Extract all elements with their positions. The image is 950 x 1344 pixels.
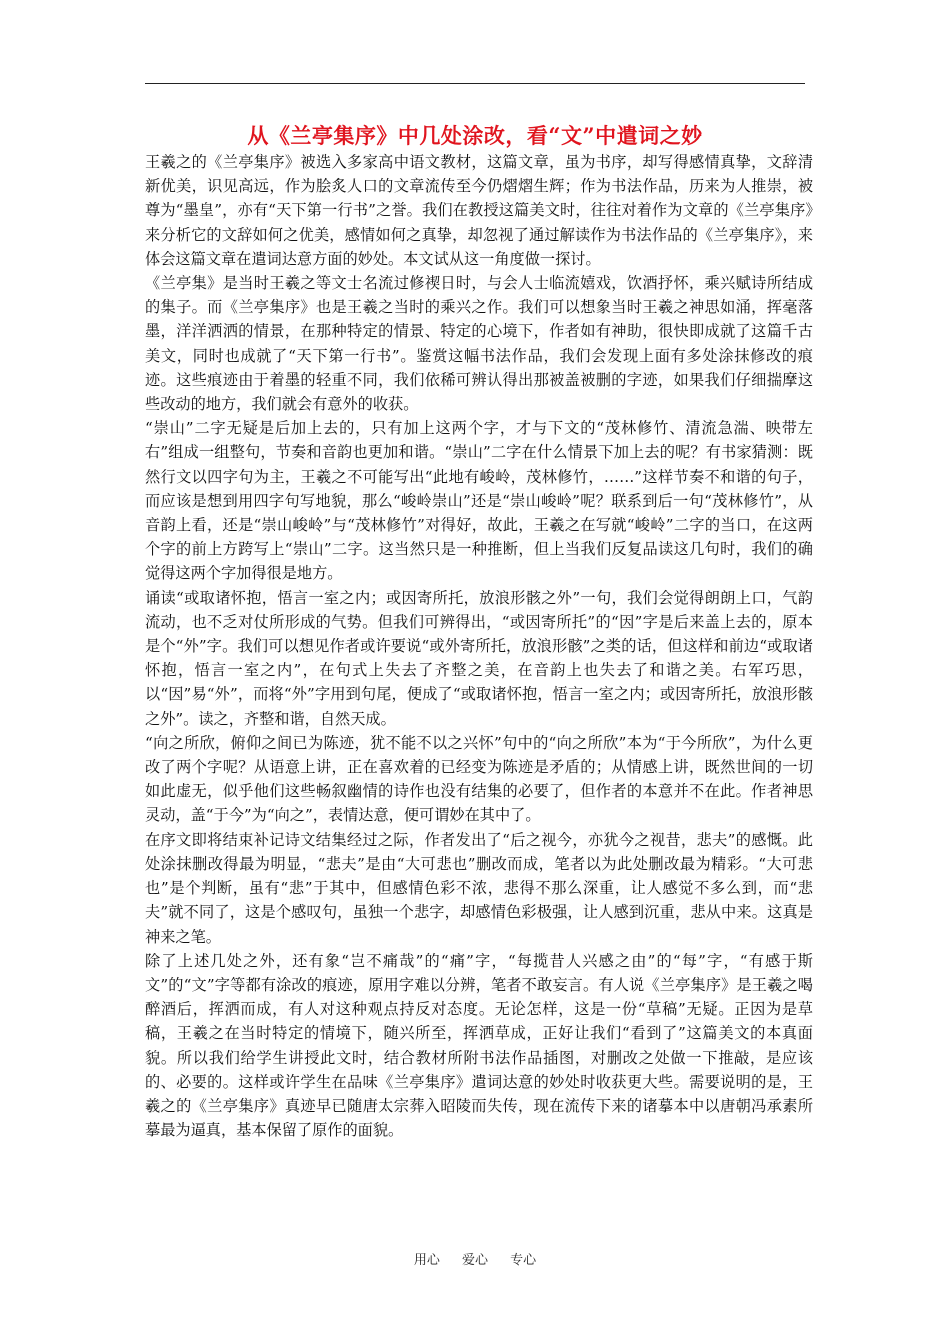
document-body <box>145 150 813 1142</box>
header-rule <box>145 83 805 84</box>
document-title: 从《兰亭集序》中几处涂改，看“文”中遣词之妙 <box>247 123 703 148</box>
page-footer: 用心 爱心 专心 <box>413 1253 537 1268</box>
paragraph: 在序文即将结束补记诗文结集经过之际，作者发出了“后之视今，亦犹今之视昔，悲夫”的感慨。此处涂抹删改得最为明显，“悲夫”是由“大可悲也”删改而成，笔者以为此处删改最为精彩。“大可悲也”是个判断，虽有“悲”于其中，但感情色彩不浓，悲得不那么深重，让人感觉不多么到，而“悲夫”就不同了，这是个感叹句，虽独一个悲字，却感情色彩极强，让人感到沉重，悲从中来。这真是神来之笔。 <box>145 830 813 946</box>
paragraph: “向之所欣，俯仰之间已为陈迹，犹不能不以之兴怀”句中的“向之所欣”本为“于今所欣”，为什么更改了两个字呢？从语意上讲，正在喜欢着的已经变为陈迹是矛盾的；从情感上讲，既然世间的一切如此虚无，似乎他们这些畅叙幽情的诗作也没有结集的必要了，但作者的本意并不在此。作者神思灵动，盖“于今”为“向之”，表情达意，便可谓妙在其中了。 <box>145 733 813 825</box>
paragraph: 王羲之的《兰亭集序》被选入多家高中语文教材，这篇文章，虽为书序，却写得感情真挚，文辞清新优美，识见高远，作为脍炙人口的文章流传至今仍熠熠生辉；作为书法作品，历来为人推崇，被尊为“墨皇”，亦有“天下第一行书”之誉。我们在教授这篇美文时，往往对着作为文章的《兰亭集序》来分析它的文辞如何之优美，感情如何之真挚，却忽视了通过解读作为书法作品的《兰亭集序》，来体会这篇文章在遣词达意方面的妙处。本文试从这一角度做一探讨。 <box>145 153 813 268</box>
paragraph: 《兰亭集》是当时王羲之等文士名流过修禊日时，与会人士临流嬉戏，饮酒抒怀，乘兴赋诗所结成的集子。而《兰亭集序》也是王羲之当时的乘兴之作。我们可以想象当时王羲之神思如涌，挥毫落墨，洋洋洒洒的情景，在那种特定的情景、特定的心境下，作者如有神助，很快即成就了这篇千古美文，同时也成就了“天下第一行书”。鉴赏这幅书法作品，我们会发现上面有多处涂抹修改的痕迹。这些痕迹由于着墨的轻重不同，我们依稀可辨认得出那被盖被删的字迹，如果我们仔细揣摩这些改动的地方，我们就会有意外的收获。 <box>145 274 813 414</box>
paragraph: “崇山”二字无疑是后加上去的，只有加上这两个字，才与下文的“茂林修竹、清流急湍、映带左右”组成一组整句，节奏和音韵也更加和谐。“崇山”二字在什么情景下加上去的呢？有书家猜测：既然行文以四字句为主，王羲之不可能写出“此地有峻岭，茂林修竹，……”这样节奏不和谐的句子，而应该是想到用四字句写地貌，那么“峻岭崇山”还是“崇山峻岭”呢？联系到后一句“茂林修竹”，从音韵上看，还是“崇山峻岭”与“茂林修竹”对得好，故此，王羲之在写就“峻岭”二字的当口，在这两个字的前上方跨写上“崇山”二字。这当然只是一种推断，但上当我们反复品读这几句时，我们的确觉得这两个字加得很是地方。 <box>145 419 813 583</box>
paragraph: 除了上述几处之外，还有象“岂不痛哉”的“痛”字，“每揽昔人兴感之由”的“每”字，“有感于斯文”的“文”字等都有涂改的痕迹，原用字难以分辨，笔者不敢妄言。有人说《兰亭集序》是王羲之喝醉酒后，挥洒而成，有人对这种观点持反对态度。无论怎样，这是一份“草稿”无疑。正因为是草稿，王羲之在当时特定的情境下，随兴所至，挥洒草成，正好让我们“看到了”这篇美文的本真面貌。所以我们给学生讲授此文时，结合教材所附书法作品插图，对删改之处做一下推敲，是应该的、必要的。这样或许学生在品味《兰亭集序》遣词达意的妙处时收获更大些。需要说明的是，王羲之的《兰亭集序》真迹早已随唐太宗葬入昭陵而失传，现在流传下来的诸摹本中以唐朝冯承素所摹最为逼真，基本保留了原作的面貌。 <box>145 951 813 1140</box>
paragraph: 诵读“或取诸怀抱，悟言一室之内；或因寄所托，放浪形骸之外”一句，我们会觉得朗朗上口，气韵流动，也不乏对仗所形成的气势。但我们可辨得出，“或因寄所托”的“因”字是后来盖上去的，原本是个“外”字。我们可以想见作者或许要说“或外寄所托，放浪形骸”之类的话，但这样和前边“或取诸怀抱，悟言一室之内”，在句式上失去了齐整之美，在音韵上也失去了和谐之美。右军巧思，以“因”易“外”，而将“外”字用到句尾，便成了“或取诸怀抱，悟言一室之内；或因寄所托，放浪形骸之外”。读之，齐整和谐，自然天成。 <box>145 588 813 728</box>
